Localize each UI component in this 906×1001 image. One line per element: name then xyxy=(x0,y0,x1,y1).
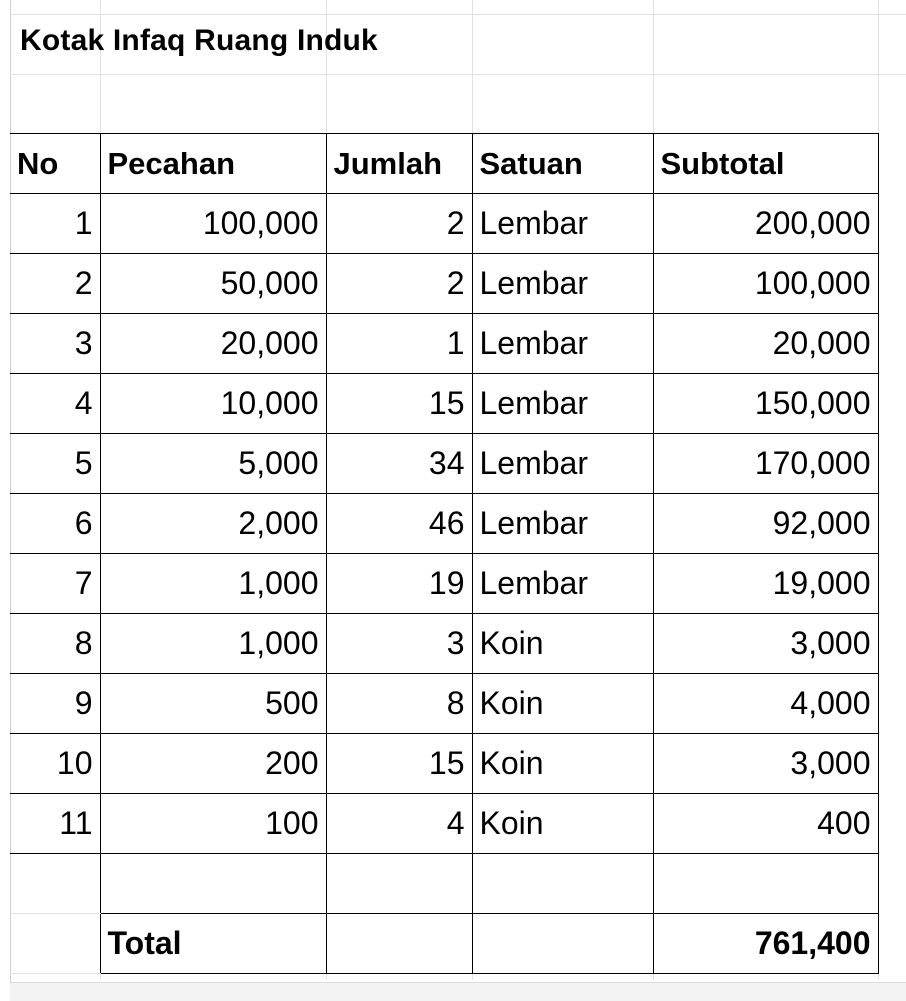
cell-jumlah[interactable]: 34 xyxy=(326,434,472,494)
cell-jumlah[interactable]: 19 xyxy=(326,554,472,614)
cell-jumlah[interactable]: 2 xyxy=(326,254,472,314)
infaq-table xyxy=(10,133,879,974)
cell-no[interactable]: 11 xyxy=(10,794,100,854)
table-row xyxy=(10,254,878,314)
cell-no[interactable]: 6 xyxy=(10,494,100,554)
header-subtotal[interactable]: Subtotal xyxy=(653,134,878,194)
header-jumlah[interactable]: Jumlah xyxy=(326,134,472,194)
total-row xyxy=(10,914,878,974)
table-row xyxy=(10,434,878,494)
sheet-bottom-bar xyxy=(10,982,906,1001)
cell-pecahan[interactable]: 2,000 xyxy=(100,494,326,554)
cell-subtotal[interactable]: 100,000 xyxy=(653,254,878,314)
cell-subtotal[interactable]: 170,000 xyxy=(653,434,878,494)
cell-satuan[interactable]: Lembar xyxy=(472,254,653,314)
cell-jumlah[interactable]: 4 xyxy=(326,794,472,854)
cell-subtotal[interactable]: 4,000 xyxy=(653,674,878,734)
cell-satuan[interactable]: Koin xyxy=(472,674,653,734)
cell-pecahan[interactable]: 1,000 xyxy=(100,614,326,674)
cell-subtotal[interactable]: 3,000 xyxy=(653,614,878,674)
cell-pecahan[interactable]: 500 xyxy=(100,674,326,734)
cell-subtotal[interactable]: 92,000 xyxy=(653,494,878,554)
empty-cell[interactable] xyxy=(10,854,100,914)
cell-no[interactable]: 4 xyxy=(10,374,100,434)
cell-pecahan[interactable]: 20,000 xyxy=(100,314,326,374)
cell-satuan[interactable]: Lembar xyxy=(472,494,653,554)
cell-satuan[interactable]: Lembar xyxy=(472,554,653,614)
header-row xyxy=(10,134,878,194)
header-pecahan[interactable]: Pecahan xyxy=(100,134,326,194)
cell-jumlah[interactable]: 46 xyxy=(326,494,472,554)
cell-satuan[interactable]: Lembar xyxy=(472,434,653,494)
cell-pecahan[interactable]: 200 xyxy=(100,734,326,794)
cell-pecahan[interactable]: 100 xyxy=(100,794,326,854)
cell-subtotal[interactable]: 3,000 xyxy=(653,734,878,794)
empty-cell[interactable] xyxy=(326,854,472,914)
cell-subtotal[interactable]: 200,000 xyxy=(653,194,878,254)
table-row xyxy=(10,794,878,854)
cell-satuan[interactable]: Koin xyxy=(472,734,653,794)
empty-cell[interactable] xyxy=(472,854,653,914)
empty-cell[interactable] xyxy=(10,914,100,974)
table-row xyxy=(10,674,878,734)
cell-no[interactable]: 1 xyxy=(10,194,100,254)
header-satuan[interactable]: Satuan xyxy=(472,134,653,194)
cell-no[interactable]: 8 xyxy=(10,614,100,674)
cell-no[interactable]: 7 xyxy=(10,554,100,614)
cell-jumlah[interactable]: 3 xyxy=(326,614,472,674)
table-row xyxy=(10,194,878,254)
cell-pecahan[interactable]: 10,000 xyxy=(100,374,326,434)
gridline xyxy=(10,14,906,15)
cell-pecahan[interactable]: 100,000 xyxy=(100,194,326,254)
table-row xyxy=(10,374,878,434)
cell-subtotal[interactable]: 19,000 xyxy=(653,554,878,614)
table-row xyxy=(10,554,878,614)
cell-subtotal[interactable]: 400 xyxy=(653,794,878,854)
cell-pecahan[interactable]: 1,000 xyxy=(100,554,326,614)
cell-satuan[interactable]: Lembar xyxy=(472,194,653,254)
empty-cell[interactable] xyxy=(472,914,653,974)
cell-satuan[interactable]: Koin xyxy=(472,794,653,854)
gridline xyxy=(10,74,906,75)
cell-satuan[interactable]: Lembar xyxy=(472,374,653,434)
cell-no[interactable]: 2 xyxy=(10,254,100,314)
total-value[interactable]: 761,400 xyxy=(653,914,878,974)
table-row xyxy=(10,494,878,554)
empty-cell[interactable] xyxy=(326,914,472,974)
cell-no[interactable]: 9 xyxy=(10,674,100,734)
total-label[interactable]: Total xyxy=(100,914,326,974)
cell-jumlah[interactable]: 8 xyxy=(326,674,472,734)
header-no[interactable]: No xyxy=(10,134,100,194)
cell-jumlah[interactable]: 2 xyxy=(326,194,472,254)
cell-no[interactable]: 3 xyxy=(10,314,100,374)
cell-subtotal[interactable]: 150,000 xyxy=(653,374,878,434)
sheet-title[interactable]: Kotak Infaq Ruang Induk xyxy=(20,24,378,57)
empty-cell[interactable] xyxy=(100,854,326,914)
table-row xyxy=(10,614,878,674)
table-row xyxy=(10,734,878,794)
cell-jumlah[interactable]: 15 xyxy=(326,734,472,794)
cell-no[interactable]: 5 xyxy=(10,434,100,494)
cell-jumlah[interactable]: 15 xyxy=(326,374,472,434)
empty-cell[interactable] xyxy=(653,854,878,914)
cell-pecahan[interactable]: 5,000 xyxy=(100,434,326,494)
blank-row xyxy=(10,854,878,914)
cell-no[interactable]: 10 xyxy=(10,734,100,794)
table-row xyxy=(10,314,878,374)
cell-satuan[interactable]: Lembar xyxy=(472,314,653,374)
cell-satuan[interactable]: Koin xyxy=(472,614,653,674)
cell-subtotal[interactable]: 20,000 xyxy=(653,314,878,374)
cell-jumlah[interactable]: 1 xyxy=(326,314,472,374)
cell-pecahan[interactable]: 50,000 xyxy=(100,254,326,314)
